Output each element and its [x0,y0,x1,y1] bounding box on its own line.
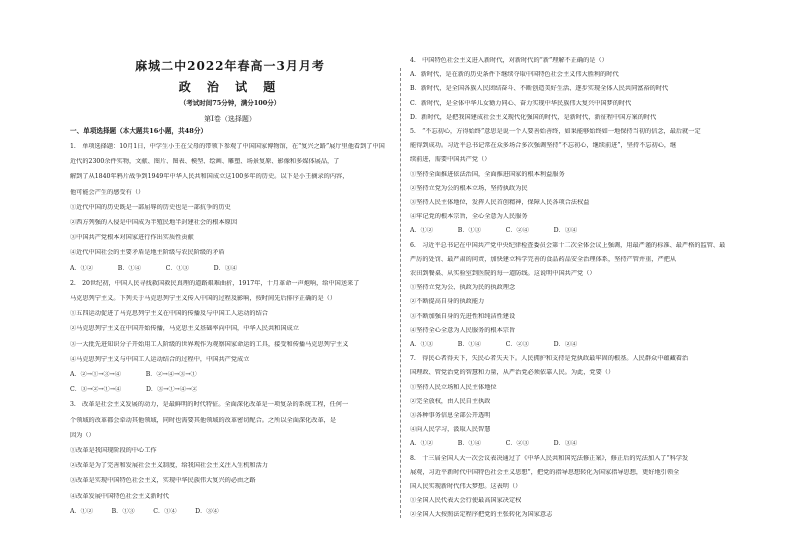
text-line: 农田到餐桌、从实验室到医院的每一道防线。这说明中国共产党（） [410,270,596,277]
text-line: ④改革发展中国特色社会主义新时代 [70,492,169,500]
text-line: ①坚持全面推进依法治国，全面推进国家的根本利益服务 [410,170,565,178]
text-line: ③中国共产党根本对国家进行作出实质性贡献 [70,234,194,242]
text-line: 2. 20世纪初，中国人民寻找救国救民真理的道路艰难曲折，1917年，十月革命一声炮响，给中国送来了 [70,279,360,287]
text-line: ④坚持全心全意为人民服务的根本宗旨 [410,326,516,334]
text-line: C．③→②→①→④ D．③→①→④→② [70,386,198,394]
exam-title: 麻城二中2022年春高一3月月考 [135,59,325,73]
text-line: ②全国人大按照法定程序把党的主张转化为国家意志 [410,511,553,519]
text-line: 近代的2300余件实物，文献、图片、图表、模型、绘画、雕塑、场景复原、影像和多媒体展品，了 [70,158,340,166]
section-heading: 一、单项选择题（本大题共16小题，共48分） [70,127,208,135]
exam-info: （考试时间75分钟，满分100分） [179,99,281,107]
text-line: C．新时代，是全体中华儿女勠力同心、奋力实现中华民族伟大复兴中国梦的时代 [410,99,632,107]
text-line: 个领域的改革都会牵动其他领域，同时也需要其他领域的改革密切配合。之所以全面深化改革，是 [70,416,337,424]
column-divider [400,68,401,518]
text-line: A．①③ B．①④ C．②③ D．②④ [410,341,578,348]
text-line: ③坚持人民主体地位，发挥人民首创精神，保障人民各项合法权益 [410,199,590,206]
text-line: D．新时代，是把我国建成社会主义现代化强国的时代，是新时代，新征程中国方案的时代 [410,113,657,121]
text-line: 8. 十三届全国人大一次会议表决通过了《中华人民共和国宪法修正案》，修正后的宪法加入了“科学发 [410,454,689,462]
text-line: ②完全放权，由人民自主执政 [410,397,491,405]
text-line: ③不断加强自身的先进性和纯洁性建设 [410,312,516,320]
text-line: 解到了从1840年鸦片战争到1949年中华人民共和国成立这100多年的历史。以下是小王摘录的内容， [70,173,349,181]
part-heading: 第Ⅰ卷（选择题） [204,115,256,123]
text-line: ③改革是实现中国特色社会主义，实现中华民族伟大复兴的必由之路 [70,477,256,485]
text-line: 因为（） [70,431,95,439]
text-line: ①坚持人民立场和人民主体地位 [410,383,497,391]
text-line: ②坚持立党为公的根本立场，坚持执政为民 [410,184,528,192]
text-line: ①坚持立党为公、执政为民的执政理念 [410,284,516,292]
text-line: 能得到成功。习近平总书记常在众多场合多次强调坚持“不忘初心，继续前进”，坚持不忘初心，继 [410,142,677,150]
text-line: ④马克思列宁主义与中国工人运动结合的过程中，中国共产党成立 [70,355,250,363]
text-line: A．新时代，是在新的历史条件下继续夺取中国特色社会主义伟大胜利的时代 [410,71,619,79]
text-line: B．新时代，是全国各族人民团结奋斗、不断创造美好生活、逐步实现全体人民共同富裕的时代 [410,85,669,93]
text-line: 国人民实现新时代伟大梦想。这表明（） [410,483,522,490]
text-line: A．①② B．①③ C．②④ D．③④ [410,227,578,235]
text-line: 展观，习近平新时代中国特色社会主义思想”，把党的指导思想转化为国家指导思想，更好地引领全 [410,468,680,476]
text-line: 1. 单项选择题：10月1日，中学生小王在父母的带领下参观了中国国家博物馆，在“复兴之路”展厅里他看到了中国 [70,143,385,150]
text-line: ②马克思列宁主义在中国开始传播，马克思主义基础率向中国，中华人民共和国成立 [70,325,299,333]
text-line: 6. 习近平总书记在中国共产党中央纪律检查委员会第十二次全体会议上强调，用最严谨的标准、最严格的监管、最 [410,241,726,249]
text-line: 续前进，需要中国共产党（） [410,156,491,164]
text-line: ①全国人民代表大会行使最高国家决定权 [410,497,522,505]
exam-subject: 政 治 试 题 [178,80,282,94]
text-line: ①近代中国的历史既是一部屈辱的历史也是一部抗争的历史 [70,203,231,211]
text-line: ②改革是为了完善和发展社会主义制度，给我国社会主义注入生机和活力 [70,462,268,470]
text-line: 严厉的处罚、最严肃的问责，加快建立科学完善的食品药品安全治理体系，坚持产管并重，严把从 [410,255,677,263]
text-line: ③一大批先进知识分子开始用工人阶级的世界观作为观察国家命运的工具，接受和传播马克思列宁主义 [70,340,349,348]
text-line: 5. “不忘初心，方得始终”意思是说一个人要善始善终，如果能够始终如一地保持当初的信念，最后就一定 [410,128,701,135]
text-line: A．①② B．①④ C．②③ D．③④ [410,440,578,448]
text-line: ③各种事务信息全部公开透明 [410,412,491,419]
text-line: ④向人民学习，汲取人民智慧 [410,426,491,434]
text-line: ④牢记党的根本宗旨，全心全意为人民服务 [410,213,528,221]
text-line: ①改革是我国现阶段的中心工作 [70,447,157,454]
text-line: ①五四运动促进了马克思列宁主义在中国的传播及与中国工人运动的结合 [70,310,268,318]
text-line: A．②→①→③→④ B．②→④→③→① [70,371,197,378]
text-line: A．①② B．①④ C．①③ D．③④ [70,264,238,272]
text-line: A．①② B．①③ C．①④ D．③④ [70,507,219,515]
text-line: 7. 得民心者得天下，失民心者失天下。人民拥护和支持是党执政最牢固的根基。人民群众中蕴藏着治 [410,355,689,363]
text-line: ②不断提高自身的执政能力 [410,298,485,306]
text-line: 国理政、管党治党的智慧和力量，从严治党必须依靠人民。为此，党要（） [410,369,615,377]
text-line: 马克思列宁主义。下列关于马克思列宁主义传入中国的过程及影响，按时间先后排序正确的是（） [70,295,337,302]
text-line: 3. 改革是社会主义发展的动力，是最鲜明的时代特征。全面深化改革是一项复杂的系统工程，任何一 [70,401,349,409]
text-line: ④近代中国社会的主要矛盾是地主阶级与农民阶级的矛盾 [70,249,225,257]
text-line: 他可能会产生的感受有（） [70,188,145,196]
text-line: 4. 中国特色社会主义进入新时代，对新时代的“新”理解不正确的是（） [410,57,608,64]
text-line: ②西方列强的入侵是中国成为半殖民地半封建社会的根本原因 [70,219,238,226]
